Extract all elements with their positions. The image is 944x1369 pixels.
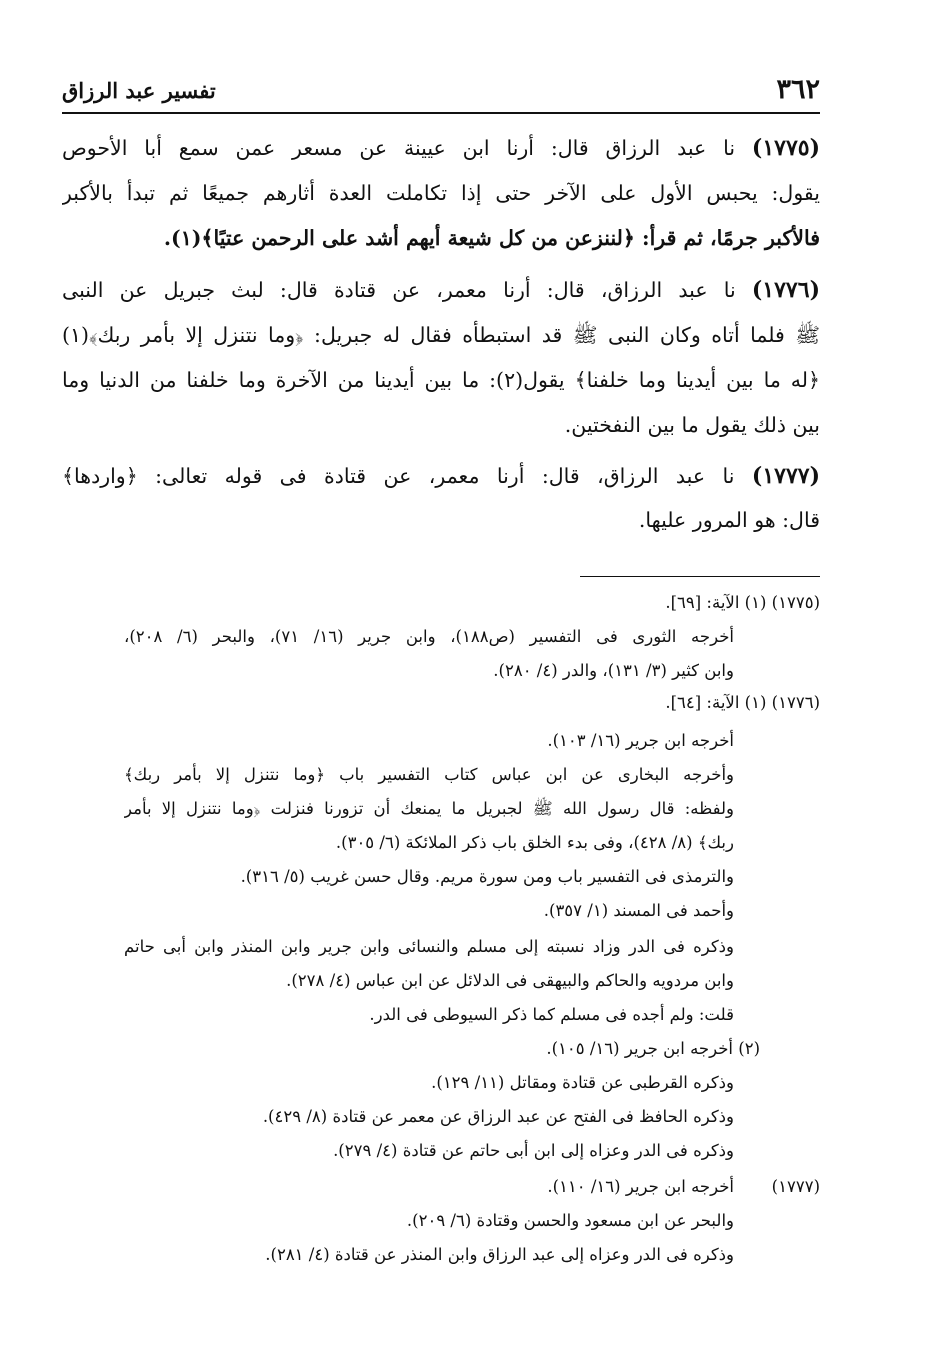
footnote-line: أخرجه ابن جرير (١٦/ ١١٠). <box>547 1177 734 1196</box>
entry-1776-line-3: ﴿له ما بين أيدينا وما خلفنا﴾ يقول(٢): ما بين أيدينا من الآخرة وما خلفنا من الدنيا وما <box>62 368 820 392</box>
entry-1777-line-2: قال: هو المرور عليها. <box>638 508 820 532</box>
footnote-line: ولفظه: قال رسول الله ﷺ لجبريل ما يمنعك أن تزورنا فنزلت ﴿وما نتنزل إلا بأمر <box>124 799 734 818</box>
page-number: ٣٦٢ <box>776 74 820 105</box>
header-rule <box>62 112 820 114</box>
footnote-line: وذكره القرطبى عن قتادة ومقاتل (١١/ ١٢٩). <box>431 1073 734 1092</box>
footnote-1775-head: (١٧٧٥) (١) الآية: [٦٩]. <box>665 593 820 612</box>
footnote-rule <box>580 576 820 577</box>
running-header <box>62 70 820 110</box>
footnote-line: ربك﴾ (٨/ ٤٢٨)، وفى بدء الخلق باب ذكر الملائكة (٦/ ٣٠٥). <box>335 833 734 852</box>
entry-1777-line-1: (١٧٧٧) نا عبد الرزاق، قال: أرنا معمر، عن قتادة فى قوله تعالى: ﴿واردها﴾ <box>62 463 820 489</box>
footnote-line: والبحر عن ابن مسعود والحسن وقتادة (٦/ ٢٠٩). <box>406 1211 734 1230</box>
footnote-line: أخرجه الثورى فى التفسير (ص١٨٨)، وابن جرير (١٦/ ٧١)، والبحر (٦/ ٢٠٨)، <box>124 627 734 646</box>
entry-1776-line-2: ﷺ فلما أتاه وكان النبى ﷺ قد استبطأه فقال له جبريل: ﴿وما نتنزل إلا بأمر ربك﴾(١) <box>62 323 820 347</box>
footnote-1777-label: (١٧٧٧) <box>771 1177 820 1196</box>
footnote-line: وذكره فى الدر وعزاه إلى ابن أبى حاتم عن قتادة (٤/ ٢٧٩). <box>333 1141 734 1160</box>
entry-number: (١٧٧٥) <box>751 135 820 161</box>
footnote-line: وذكره فى الدر وزاد نسبته إلى مسلم والنسائى وابن جرير وابن المنذر وابن أبى حاتم <box>124 937 734 956</box>
footnote-line: وذكره الحافظ فى الفتح عن عبد الرزاق عن معمر عن قتادة (٨/ ٤٢٩). <box>262 1107 734 1126</box>
entry-1775-line-3: فالأكبر جرمًا، ثم قرأ: ﴿لننزعن من كل شيعة أيهم أشد على الرحمن عتيًا﴾(١). <box>163 226 820 250</box>
entry-1776-line-4: بين ذلك يقول ما بين النفختين. <box>564 413 820 437</box>
footnote-line: والترمذى فى التفسير باب ومن سورة مريم. وقال حسن غريب (٥/ ٣١٦). <box>240 867 734 886</box>
footnote-line: وابن كثير (٣/ ١٣١)، والدر (٤/ ٢٨٠). <box>493 661 734 680</box>
footnote-line: وابن مردويه والحاكم والبيهقى فى الدلائل عن ابن عباس (٤/ ٢٧٨). <box>286 971 734 990</box>
footnote-line: قلت: ولم أجده فى مسلم كما ذكر السيوطى فى الدر. <box>369 1005 734 1024</box>
footnote-line: وأحمد فى المسند (١/ ٣٥٧). <box>543 901 734 920</box>
entry-1775-line-2: يقول: يحبس الأول على الآخر حتى إذا تكاملت العدة أثارهم جميعًا ثم تبدأ بالأكبر <box>62 181 820 205</box>
book-title: تفسير عبد الرزاق <box>62 78 216 103</box>
entry-number: (١٧٧٦) <box>751 277 820 303</box>
entry-number: (١٧٧٧) <box>751 463 820 489</box>
footnote-2-head: (٢) أخرجه ابن جرير (١٦/ ١٠٥). <box>546 1039 760 1058</box>
footnote-line: وذكره فى الدر وعزاه إلى عبد الرزاق وابن المنذر عن قتادة (٤/ ٢٨١). <box>265 1245 734 1264</box>
footnote-1776-head: (١٧٧٦) (١) الآية: [٦٤]. <box>665 693 820 712</box>
footnote-line: وأخرجه البخارى عن ابن عباس كتاب التفسير باب ﴿وما نتنزل إلا بأمر ربك﴾ <box>124 765 734 784</box>
entry-1776-line-1: (١٧٧٦) نا عبد الرزاق، قال: أرنا معمر، عن قتادة قال: لبث جبريل عن النبى <box>62 277 820 303</box>
footnote-line: أخرجه ابن جرير (١٦/ ١٠٣). <box>547 731 734 750</box>
entry-1775-line-1: (١٧٧٥) نا عبد الرزاق قال: أرنا ابن عيينة عن مسعر عمن سمع أبا الأحوص <box>62 135 820 161</box>
